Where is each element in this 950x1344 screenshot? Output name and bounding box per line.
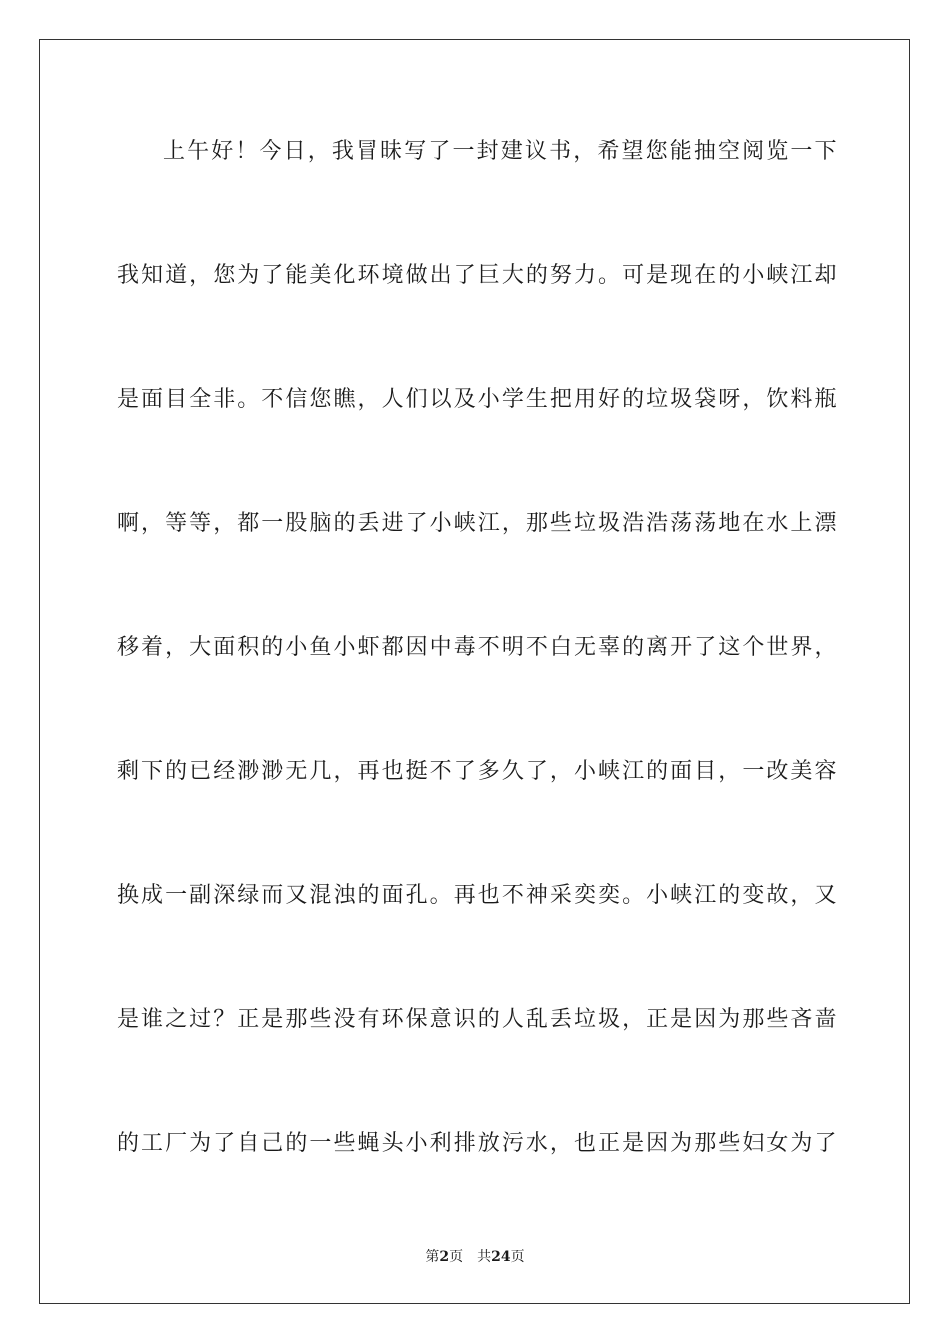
- page-suffix: 页: [449, 1249, 464, 1265]
- page-footer: [0, 1248, 950, 1266]
- paragraph-line: 是谁之过？正是那些没有环保意识的人乱丢垃圾，正是因为那些吝啬: [117, 1007, 837, 1032]
- page-border: [39, 39, 910, 1304]
- paragraph-line: 换成一副深绿而又混浊的面孔。再也不神采奕奕。小峡江的变故，又: [117, 883, 837, 908]
- page-number: 2: [439, 1249, 450, 1265]
- total-pages: 24: [491, 1249, 511, 1265]
- paragraph-line: 移着，大面积的小鱼小虾都因中毒不明不白无辜的离开了这个世界，: [117, 635, 837, 660]
- total-prefix: 共: [477, 1249, 492, 1265]
- paragraph-line: 的工厂为了自己的一些蝇头小利排放污水，也正是因为那些妇女为了: [117, 1131, 837, 1156]
- paragraph-line: 啊，等等，都一股脑的丢进了小峡江，那些垃圾浩浩荡荡地在水上漂: [117, 511, 837, 536]
- paragraph-line: 上午好！今日，我冒昧写了一封建议书，希望您能抽空阅览一下: [163, 139, 837, 164]
- page-prefix: 第: [425, 1249, 440, 1265]
- paragraph-line: 我知道，您为了能美化环境做出了巨大的努力。可是现在的小峡江却: [117, 263, 837, 288]
- paragraph-line: 是面目全非。不信您瞧，人们以及小学生把用好的垃圾袋呀，饮料瓶: [117, 387, 837, 412]
- paragraph-line: 剩下的已经渺渺无几，再也挺不了多久了，小峡江的面目，一改美容: [117, 759, 837, 784]
- total-suffix: 页: [510, 1249, 525, 1265]
